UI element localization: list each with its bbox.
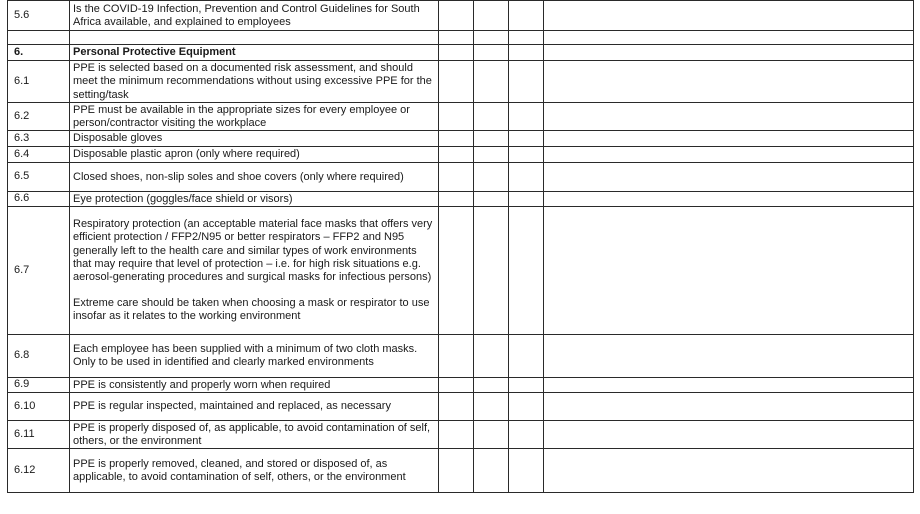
item-number: 6.4 — [8, 146, 70, 162]
no-cell[interactable] — [474, 31, 509, 45]
checklist-row — [8, 103, 914, 131]
na-cell[interactable] — [509, 45, 544, 61]
item-text: PPE is properly removed, cleaned, and stored or disposed of, as applicable, to avoid contamination of self, others, or the environment — [73, 458, 406, 484]
item-number: 6.8 — [8, 334, 70, 377]
item-text: Disposable gloves — [73, 132, 163, 145]
item-text: Each employee has been supplied with a minimum of two cloth masks. — [73, 343, 418, 356]
item-text-note: Extreme care should be taken when choosing a mask or respirator to use insofar as it relates to the working environment — [73, 297, 430, 323]
no-cell[interactable] — [474, 131, 509, 146]
yes-cell[interactable] — [439, 191, 474, 206]
na-cell[interactable] — [509, 61, 544, 103]
checklist-row — [8, 1, 914, 31]
comments-cell[interactable] — [544, 421, 914, 449]
no-cell[interactable] — [474, 45, 509, 61]
item-text-note: Only to be used in identified and clearly marked environments — [73, 356, 374, 369]
no-cell[interactable] — [474, 1, 509, 31]
yes-cell[interactable] — [439, 146, 474, 162]
na-cell[interactable] — [509, 206, 544, 334]
item-number — [8, 31, 70, 45]
item-description — [70, 421, 439, 449]
checklist-row — [8, 162, 914, 191]
na-cell[interactable] — [509, 1, 544, 31]
comments-cell[interactable] — [544, 45, 914, 61]
na-cell[interactable] — [509, 421, 544, 449]
yes-cell[interactable] — [439, 31, 474, 45]
item-description — [70, 393, 439, 421]
item-text: Closed shoes, non-slip soles and shoe covers (only where required) — [73, 170, 404, 183]
checklist-rows — [8, 1, 914, 493]
checklist-row — [8, 206, 914, 334]
yes-cell[interactable] — [439, 393, 474, 421]
section-heading-row — [8, 45, 914, 61]
checklist-row — [8, 131, 914, 146]
item-description — [70, 61, 439, 103]
paragraph-gap — [73, 284, 435, 297]
item-text: Is the COVID-19 Infection, Prevention and Control Guidelines for South Africa available, and explained to employees — [73, 2, 420, 28]
checklist-page — [7, 0, 913, 493]
checklist-row — [8, 421, 914, 449]
comments-cell[interactable] — [544, 61, 914, 103]
item-number: 6.3 — [8, 131, 70, 146]
yes-cell[interactable] — [439, 206, 474, 334]
item-text: Eye protection (goggles/face shield or visors) — [73, 192, 293, 205]
comments-cell[interactable] — [544, 206, 914, 334]
na-cell[interactable] — [509, 449, 544, 493]
checklist-row — [8, 449, 914, 493]
item-number: 6.6 — [8, 191, 70, 206]
na-cell[interactable] — [509, 334, 544, 377]
item-description — [70, 146, 439, 162]
comments-cell[interactable] — [544, 162, 914, 191]
yes-cell[interactable] — [439, 45, 474, 61]
item-text: Disposable plastic apron (only where required) — [73, 148, 300, 160]
comments-cell[interactable] — [544, 449, 914, 493]
na-cell[interactable] — [509, 146, 544, 162]
item-number: 6.1 — [8, 61, 70, 103]
item-number: 6.12 — [8, 449, 70, 493]
na-cell[interactable] — [509, 377, 544, 392]
na-cell[interactable] — [509, 191, 544, 206]
ppe-checklist-table — [7, 0, 914, 493]
no-cell[interactable] — [474, 393, 509, 421]
item-description — [70, 206, 439, 334]
no-cell[interactable] — [474, 61, 509, 103]
item-number: 6. — [8, 45, 70, 61]
checklist-row — [8, 61, 914, 103]
item-number: 6.7 — [8, 206, 70, 334]
yes-cell[interactable] — [439, 449, 474, 493]
comments-cell[interactable] — [544, 393, 914, 421]
na-cell[interactable] — [509, 103, 544, 131]
item-description — [70, 449, 439, 493]
no-cell[interactable] — [474, 191, 509, 206]
item-number: 6.9 — [8, 377, 70, 392]
comments-cell[interactable] — [544, 191, 914, 206]
no-cell[interactable] — [474, 146, 509, 162]
comments-cell[interactable] — [544, 131, 914, 146]
no-cell[interactable] — [474, 377, 509, 392]
item-description — [70, 45, 439, 61]
item-text: Personal Protective Equipment — [73, 46, 236, 59]
item-number: 6.5 — [8, 162, 70, 191]
yes-cell[interactable] — [439, 1, 474, 31]
na-cell[interactable] — [509, 131, 544, 146]
comments-cell[interactable] — [544, 1, 914, 31]
yes-cell[interactable] — [439, 334, 474, 377]
item-text: PPE is regular inspected, maintained and replaced, as necessary — [73, 400, 391, 413]
item-description — [70, 103, 439, 131]
no-cell[interactable] — [474, 421, 509, 449]
yes-cell[interactable] — [439, 377, 474, 392]
checklist-row — [8, 393, 914, 421]
item-number: 6.11 — [8, 421, 70, 449]
item-number: 6.10 — [8, 393, 70, 421]
na-cell[interactable] — [509, 31, 544, 45]
checklist-row — [8, 334, 914, 377]
item-description — [70, 334, 439, 377]
checklist-row — [8, 377, 914, 392]
comments-cell[interactable] — [544, 103, 914, 131]
yes-cell[interactable] — [439, 61, 474, 103]
item-description — [70, 191, 439, 206]
item-text: PPE is properly disposed of, as applicable, to avoid contamination of self, others, or the environment — [73, 422, 431, 448]
na-cell[interactable] — [509, 162, 544, 191]
yes-cell[interactable] — [439, 131, 474, 146]
comments-cell[interactable] — [544, 334, 914, 377]
item-description — [70, 131, 439, 146]
no-cell[interactable] — [474, 334, 509, 377]
no-cell[interactable] — [474, 206, 509, 334]
no-cell[interactable] — [474, 449, 509, 493]
yes-cell[interactable] — [439, 103, 474, 131]
checklist-row — [8, 191, 914, 206]
no-cell[interactable] — [474, 162, 509, 191]
item-text: Respiratory protection (an acceptable material face masks that offers very efficient protection / FFP2/N95 or better respirators – FFP2 and N95 generally left to the health care and similar types of work environments that may require that level of protection – i.e. for high risk situations e.g. aerosol-generating procedures and surgical masks for infectious persons) — [73, 218, 433, 283]
item-text: PPE is consistently and properly worn when required — [73, 378, 331, 391]
na-cell[interactable] — [509, 393, 544, 421]
item-description — [70, 1, 439, 31]
checklist-row — [8, 146, 914, 162]
comments-cell[interactable] — [544, 31, 914, 45]
yes-cell[interactable] — [439, 421, 474, 449]
item-text: PPE must be available in the appropriate sizes for every employee or person/contractor visiting the workplace — [73, 104, 410, 130]
comments-cell[interactable] — [544, 377, 914, 392]
comments-cell[interactable] — [544, 146, 914, 162]
item-description — [70, 162, 439, 191]
item-description — [70, 31, 439, 45]
yes-cell[interactable] — [439, 162, 474, 191]
item-number: 6.2 — [8, 103, 70, 131]
blank-row — [8, 31, 914, 45]
item-text: PPE is selected based on a documented risk assessment, and should meet the minimum recommendations without using excessive PPE for the setting/task — [73, 62, 432, 101]
item-description — [70, 377, 439, 392]
item-number: 5.6 — [8, 1, 70, 31]
no-cell[interactable] — [474, 103, 509, 131]
